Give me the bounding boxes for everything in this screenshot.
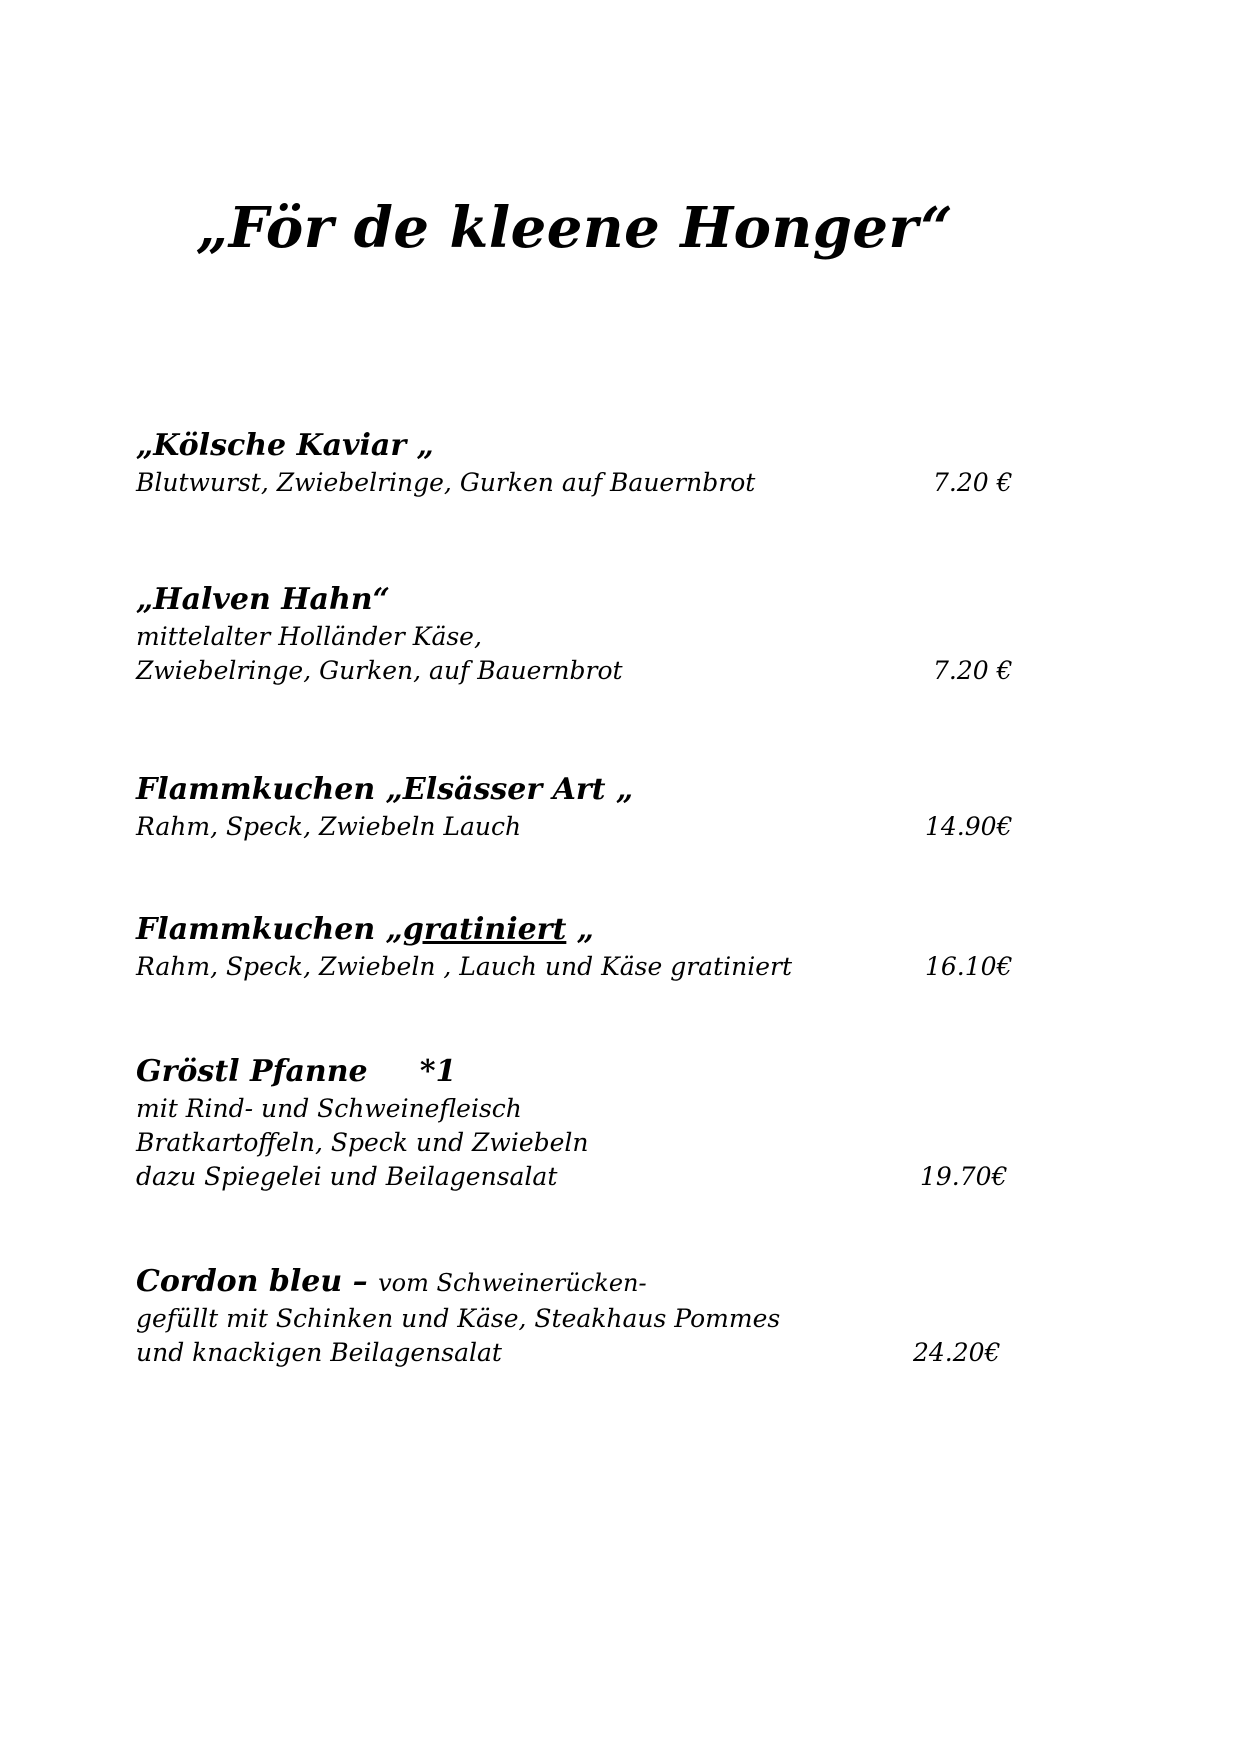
dish-price: 19.70€ bbox=[920, 1162, 1008, 1191]
dish-name: Flammkuchen „Elsässer Art „ bbox=[136, 772, 634, 807]
dish-name bbox=[136, 1262, 1036, 1302]
dish-description: mit Rind- und Schweinefleisch bbox=[136, 1094, 522, 1123]
dish-description: Rahm, Speck, Zwiebeln Lauch bbox=[136, 812, 522, 841]
menu-item-groestl-pfanne bbox=[136, 1052, 1036, 1194]
dish-name-suffix: „ bbox=[566, 912, 595, 947]
dish-description: und knackigen Beilagensalat bbox=[136, 1338, 502, 1367]
dish-description: Blutwurst, Zwiebelringe, Gurken auf Bauernbrot bbox=[136, 468, 756, 497]
dish-name-underlined: gratiniert bbox=[402, 912, 567, 947]
dish-name-inline-description: vom Schweinerücken- bbox=[378, 1269, 647, 1297]
dish-price: 14.90€ bbox=[925, 812, 1013, 841]
dish-name bbox=[136, 910, 1036, 950]
menu-item-flammkuchen-gratiniert bbox=[136, 910, 1036, 984]
dish-description: Zwiebelringe, Gurken, auf Bauernbrot bbox=[136, 656, 623, 685]
dish-name-main: Cordon bleu – bbox=[136, 1264, 379, 1299]
dish-name: „Kölsche Kaviar „ bbox=[136, 428, 434, 463]
menu-item-cordon-bleu bbox=[136, 1262, 1036, 1370]
dish-price: 24.20€ bbox=[913, 1338, 1001, 1367]
dish-description: dazu Spiegelei und Beilagensalat bbox=[136, 1162, 558, 1191]
dish-description: gefüllt mit Schinken und Käse, Steakhaus Pommes bbox=[136, 1304, 781, 1333]
dish-name-prefix: Flammkuchen „ bbox=[136, 912, 403, 947]
menu-item-koelsche-kaviar bbox=[136, 426, 1036, 500]
dish-price: 7.20 € bbox=[933, 656, 1013, 685]
dish-price: 16.10€ bbox=[925, 952, 1013, 981]
dish-description: mittelalter Holländer Käse, bbox=[136, 622, 482, 651]
dish-description: Rahm, Speck, Zwiebeln , Lauch und Käse gratiniert bbox=[136, 952, 793, 981]
dish-name: Gröstl Pfanne *1 bbox=[136, 1054, 457, 1089]
dish-description: Bratkartoffeln, Speck und Zwiebeln bbox=[136, 1128, 589, 1157]
menu-item-halven-hahn bbox=[136, 580, 1036, 688]
dish-name: „Halven Hahn“ bbox=[136, 582, 390, 617]
page-title: „För de kleene Honger“ bbox=[196, 195, 954, 261]
menu-item-flammkuchen-elsaesser bbox=[136, 770, 1036, 844]
dish-price: 7.20 € bbox=[933, 468, 1013, 497]
